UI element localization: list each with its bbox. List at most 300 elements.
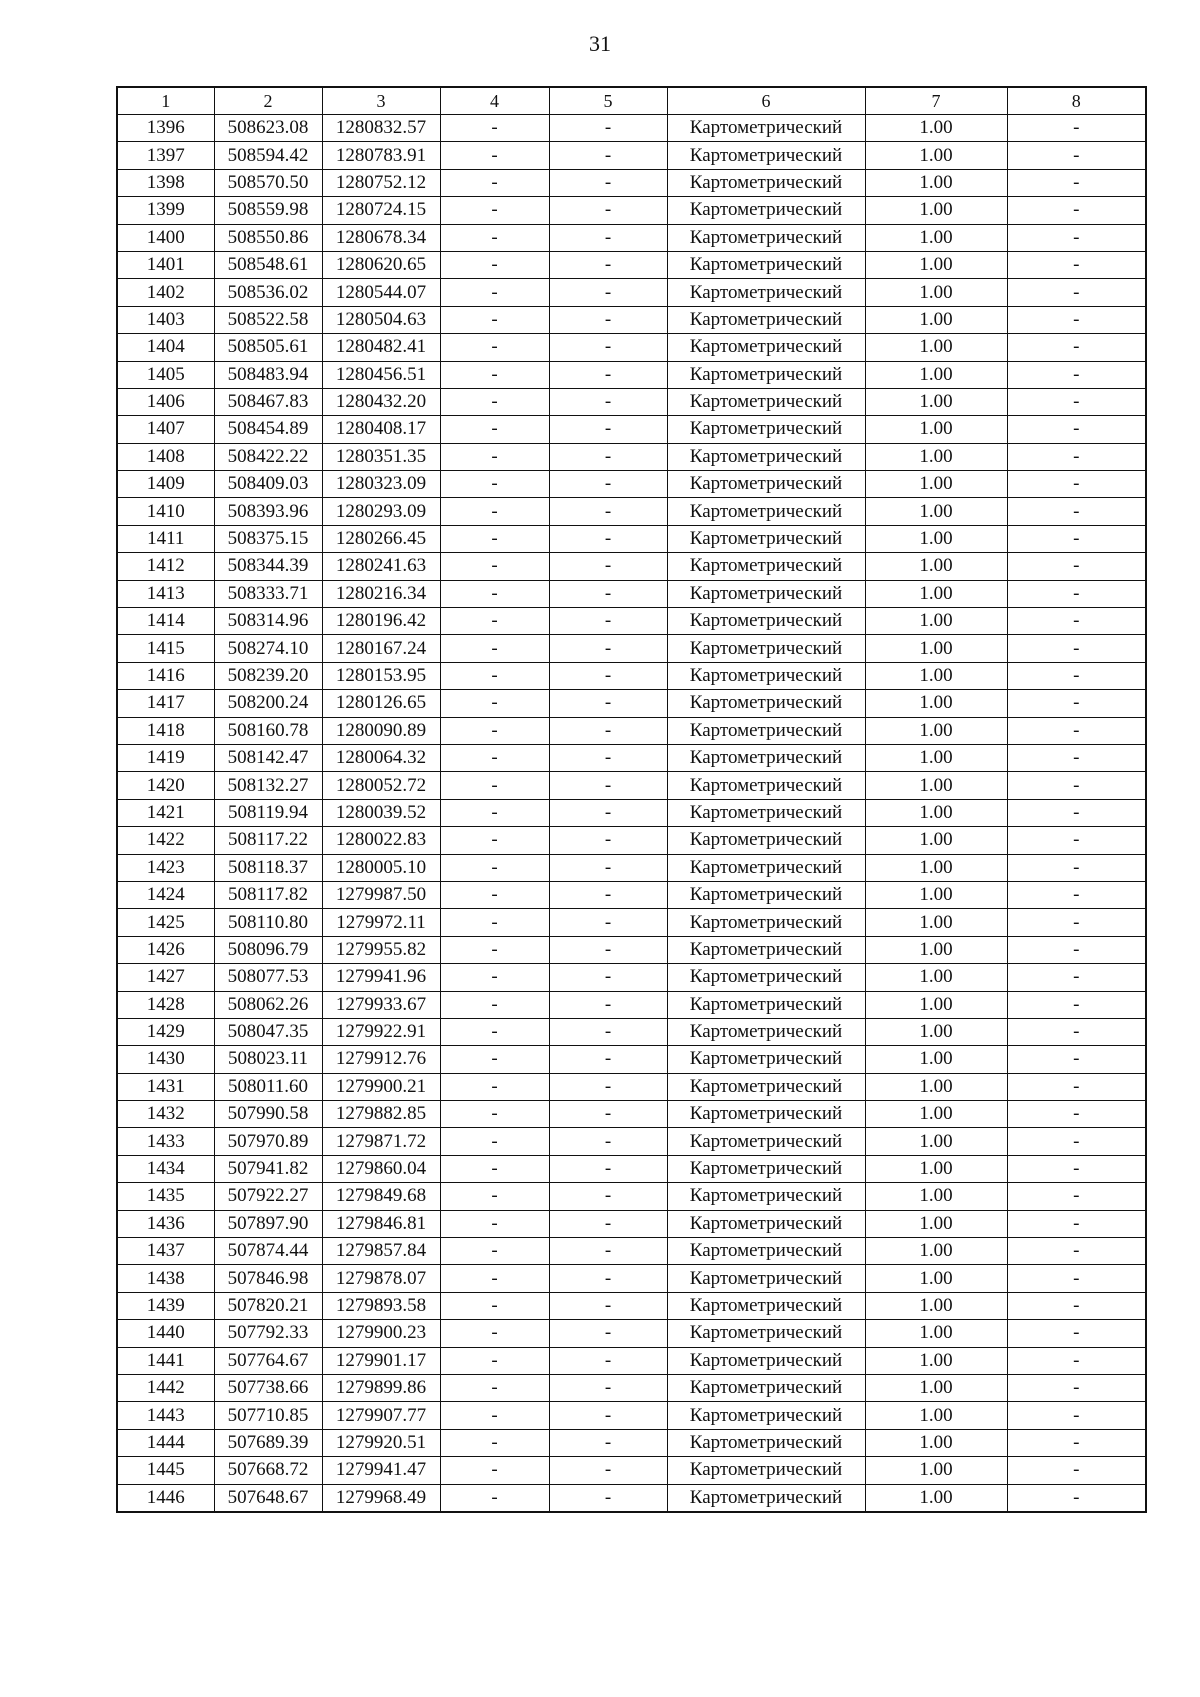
cell-accuracy: 1.00 — [865, 443, 1007, 470]
cell-col-4: - — [440, 1265, 549, 1292]
cell-coord-x: 508623.08 — [214, 115, 322, 142]
cell-method: Картометрический — [667, 909, 865, 936]
table-row — [117, 169, 1146, 196]
cell-col-8: - — [1007, 1374, 1146, 1401]
cell-coord-x: 507922.27 — [214, 1183, 322, 1210]
cell-method: Картометрический — [667, 964, 865, 991]
cell-accuracy: 1.00 — [865, 799, 1007, 826]
table-row — [117, 1292, 1146, 1319]
cell-point-number: 1408 — [117, 443, 214, 470]
cell-coord-y: 1279846.81 — [322, 1210, 440, 1237]
cell-accuracy: 1.00 — [865, 1238, 1007, 1265]
cell-col-8: - — [1007, 1265, 1146, 1292]
cell-method: Картометрический — [667, 1046, 865, 1073]
cell-coord-x: 508096.79 — [214, 936, 322, 963]
cell-col-8: - — [1007, 361, 1146, 388]
cell-coord-y: 1279920.51 — [322, 1429, 440, 1456]
cell-col-5: - — [549, 279, 667, 306]
cell-col-8: - — [1007, 662, 1146, 689]
cell-coord-x: 508550.86 — [214, 224, 322, 251]
cell-col-4: - — [440, 1320, 549, 1347]
cell-accuracy: 1.00 — [865, 525, 1007, 552]
cell-col-4: - — [440, 608, 549, 635]
cell-col-4: - — [440, 854, 549, 881]
table-row — [117, 690, 1146, 717]
table-row — [117, 1374, 1146, 1401]
cell-col-8: - — [1007, 827, 1146, 854]
cell-coord-x: 508314.96 — [214, 608, 322, 635]
cell-col-8: - — [1007, 169, 1146, 196]
cell-col-4: - — [440, 1018, 549, 1045]
table-row — [117, 744, 1146, 771]
cell-col-4: - — [440, 635, 549, 662]
cell-col-4: - — [440, 416, 549, 443]
cell-col-4: - — [440, 1457, 549, 1484]
cell-method: Картометрический — [667, 717, 865, 744]
cell-point-number: 1419 — [117, 744, 214, 771]
header-cell-6: 6 — [667, 87, 865, 115]
cell-col-8: - — [1007, 1046, 1146, 1073]
cell-accuracy: 1.00 — [865, 635, 1007, 662]
cell-coord-x: 508536.02 — [214, 279, 322, 306]
header-cell-4: 4 — [440, 87, 549, 115]
cell-point-number: 1431 — [117, 1073, 214, 1100]
cell-method: Картометрический — [667, 991, 865, 1018]
table-row — [117, 251, 1146, 278]
cell-point-number: 1445 — [117, 1457, 214, 1484]
cell-col-8: - — [1007, 1457, 1146, 1484]
cell-col-5: - — [549, 471, 667, 498]
cell-accuracy: 1.00 — [865, 1347, 1007, 1374]
cell-method: Картометрический — [667, 1101, 865, 1128]
cell-col-4: - — [440, 306, 549, 333]
cell-coord-x: 508274.10 — [214, 635, 322, 662]
cell-method: Картометрический — [667, 881, 865, 908]
cell-col-5: - — [549, 1210, 667, 1237]
cell-col-8: - — [1007, 608, 1146, 635]
cell-point-number: 1410 — [117, 498, 214, 525]
cell-coord-y: 1280678.34 — [322, 224, 440, 251]
cell-col-4: - — [440, 443, 549, 470]
cell-point-number: 1442 — [117, 1374, 214, 1401]
cell-col-4: - — [440, 1046, 549, 1073]
cell-method: Картометрический — [667, 224, 865, 251]
cell-accuracy: 1.00 — [865, 498, 1007, 525]
cell-method: Картометрический — [667, 306, 865, 333]
cell-point-number: 1420 — [117, 772, 214, 799]
cell-coord-x: 508570.50 — [214, 169, 322, 196]
cell-method: Картометрический — [667, 799, 865, 826]
cell-col-8: - — [1007, 525, 1146, 552]
cell-accuracy: 1.00 — [865, 416, 1007, 443]
cell-point-number: 1425 — [117, 909, 214, 936]
cell-coord-y: 1279878.07 — [322, 1265, 440, 1292]
header-row — [117, 87, 1146, 115]
cell-point-number: 1440 — [117, 1320, 214, 1347]
cell-col-4: - — [440, 553, 549, 580]
cell-accuracy: 1.00 — [865, 717, 1007, 744]
cell-col-4: - — [440, 388, 549, 415]
cell-method: Картометрический — [667, 744, 865, 771]
cell-coord-y: 1280323.09 — [322, 471, 440, 498]
cell-coord-x: 507820.21 — [214, 1292, 322, 1319]
cell-col-5: - — [549, 142, 667, 169]
cell-point-number: 1399 — [117, 197, 214, 224]
cell-coord-x: 507897.90 — [214, 1210, 322, 1237]
cell-coord-y: 1279871.72 — [322, 1128, 440, 1155]
cell-col-4: - — [440, 1210, 549, 1237]
cell-coord-x: 508483.94 — [214, 361, 322, 388]
table-row — [117, 1429, 1146, 1456]
cell-col-5: - — [549, 854, 667, 881]
cell-col-4: - — [440, 1073, 549, 1100]
cell-coord-x: 508110.80 — [214, 909, 322, 936]
cell-col-8: - — [1007, 443, 1146, 470]
cell-col-4: - — [440, 799, 549, 826]
cell-col-5: - — [549, 744, 667, 771]
cell-coord-y: 1280064.32 — [322, 744, 440, 771]
cell-point-number: 1427 — [117, 964, 214, 991]
cell-coord-x: 508559.98 — [214, 197, 322, 224]
table-row — [117, 1073, 1146, 1100]
table-header — [117, 87, 1146, 115]
cell-point-number: 1414 — [117, 608, 214, 635]
cell-coord-x: 508344.39 — [214, 553, 322, 580]
cell-point-number: 1444 — [117, 1429, 214, 1456]
cell-coord-y: 1279933.67 — [322, 991, 440, 1018]
cell-accuracy: 1.00 — [865, 224, 1007, 251]
cell-col-4: - — [440, 1402, 549, 1429]
table-row — [117, 416, 1146, 443]
cell-method: Картометрический — [667, 416, 865, 443]
cell-col-5: - — [549, 306, 667, 333]
cell-accuracy: 1.00 — [865, 1402, 1007, 1429]
cell-point-number: 1413 — [117, 580, 214, 607]
cell-col-5: - — [549, 224, 667, 251]
table-row — [117, 662, 1146, 689]
cell-col-4: - — [440, 936, 549, 963]
cell-accuracy: 1.00 — [865, 169, 1007, 196]
cell-col-5: - — [549, 827, 667, 854]
cell-col-4: - — [440, 279, 549, 306]
cell-coord-y: 1280783.91 — [322, 142, 440, 169]
cell-coord-x: 507792.33 — [214, 1320, 322, 1347]
header-cell-8: 8 — [1007, 87, 1146, 115]
cell-col-4: - — [440, 169, 549, 196]
cell-col-4: - — [440, 662, 549, 689]
cell-col-8: - — [1007, 251, 1146, 278]
cell-col-8: - — [1007, 1429, 1146, 1456]
cell-method: Картометрический — [667, 1265, 865, 1292]
table-row — [117, 1046, 1146, 1073]
table-row — [117, 443, 1146, 470]
cell-point-number: 1423 — [117, 854, 214, 881]
cell-col-5: - — [549, 799, 667, 826]
cell-coord-y: 1280456.51 — [322, 361, 440, 388]
cell-coord-y: 1279849.68 — [322, 1183, 440, 1210]
cell-coord-y: 1280504.63 — [322, 306, 440, 333]
cell-col-5: - — [549, 881, 667, 908]
cell-method: Картометрический — [667, 443, 865, 470]
table-row — [117, 1128, 1146, 1155]
cell-coord-y: 1280752.12 — [322, 169, 440, 196]
table-row — [117, 580, 1146, 607]
cell-coord-y: 1280090.89 — [322, 717, 440, 744]
cell-point-number: 1412 — [117, 553, 214, 580]
cell-coord-y: 1280620.65 — [322, 251, 440, 278]
cell-coord-x: 508117.82 — [214, 881, 322, 908]
cell-coord-x: 507970.89 — [214, 1128, 322, 1155]
cell-point-number: 1403 — [117, 306, 214, 333]
table-row — [117, 1320, 1146, 1347]
cell-accuracy: 1.00 — [865, 580, 1007, 607]
cell-col-5: - — [549, 525, 667, 552]
cell-col-4: - — [440, 471, 549, 498]
cell-col-8: - — [1007, 964, 1146, 991]
cell-coord-y: 1280724.15 — [322, 197, 440, 224]
cell-point-number: 1400 — [117, 224, 214, 251]
cell-coord-y: 1279972.11 — [322, 909, 440, 936]
cell-coord-y: 1280293.09 — [322, 498, 440, 525]
cell-method: Картометрический — [667, 1210, 865, 1237]
cell-point-number: 1398 — [117, 169, 214, 196]
cell-col-5: - — [549, 1402, 667, 1429]
cell-method: Картометрический — [667, 608, 865, 635]
cell-method: Картометрический — [667, 279, 865, 306]
cell-point-number: 1409 — [117, 471, 214, 498]
cell-col-8: - — [1007, 772, 1146, 799]
cell-accuracy: 1.00 — [865, 1265, 1007, 1292]
cell-col-5: - — [549, 1484, 667, 1512]
table-row — [117, 1402, 1146, 1429]
cell-coord-y: 1280153.95 — [322, 662, 440, 689]
cell-accuracy: 1.00 — [865, 553, 1007, 580]
cell-col-8: - — [1007, 1347, 1146, 1374]
table-row — [117, 197, 1146, 224]
cell-method: Картометрический — [667, 471, 865, 498]
cell-col-8: - — [1007, 1238, 1146, 1265]
cell-col-5: - — [549, 498, 667, 525]
cell-col-4: - — [440, 1155, 549, 1182]
cell-accuracy: 1.00 — [865, 1018, 1007, 1045]
cell-accuracy: 1.00 — [865, 1457, 1007, 1484]
cell-method: Картометрический — [667, 1073, 865, 1100]
cell-coord-y: 1279907.77 — [322, 1402, 440, 1429]
cell-accuracy: 1.00 — [865, 334, 1007, 361]
cell-col-4: - — [440, 580, 549, 607]
coordinates-table — [116, 86, 1147, 1513]
cell-point-number: 1406 — [117, 388, 214, 415]
cell-col-8: - — [1007, 1210, 1146, 1237]
cell-point-number: 1402 — [117, 279, 214, 306]
cell-method: Картометрический — [667, 334, 865, 361]
cell-coord-y: 1280005.10 — [322, 854, 440, 881]
cell-point-number: 1397 — [117, 142, 214, 169]
cell-coord-x: 508023.11 — [214, 1046, 322, 1073]
table-row — [117, 306, 1146, 333]
cell-coord-x: 508548.61 — [214, 251, 322, 278]
cell-method: Картометрический — [667, 1402, 865, 1429]
cell-accuracy: 1.00 — [865, 690, 1007, 717]
cell-accuracy: 1.00 — [865, 1484, 1007, 1512]
header-cell-3: 3 — [322, 87, 440, 115]
cell-coord-y: 1280196.42 — [322, 608, 440, 635]
table-row — [117, 772, 1146, 799]
cell-col-8: - — [1007, 635, 1146, 662]
cell-accuracy: 1.00 — [865, 1073, 1007, 1100]
cell-accuracy: 1.00 — [865, 388, 1007, 415]
cell-coord-x: 508132.27 — [214, 772, 322, 799]
table-row — [117, 1238, 1146, 1265]
cell-col-5: - — [549, 416, 667, 443]
cell-coord-x: 507990.58 — [214, 1101, 322, 1128]
cell-coord-y: 1279860.04 — [322, 1155, 440, 1182]
table-row — [117, 799, 1146, 826]
cell-col-5: - — [549, 1429, 667, 1456]
cell-col-5: - — [549, 1018, 667, 1045]
cell-coord-y: 1279899.86 — [322, 1374, 440, 1401]
cell-col-8: - — [1007, 799, 1146, 826]
cell-col-5: - — [549, 991, 667, 1018]
cell-method: Картометрический — [667, 827, 865, 854]
cell-coord-y: 1280351.35 — [322, 443, 440, 470]
cell-method: Картометрический — [667, 197, 865, 224]
cell-col-5: - — [549, 608, 667, 635]
cell-accuracy: 1.00 — [865, 361, 1007, 388]
cell-col-4: - — [440, 525, 549, 552]
cell-col-8: - — [1007, 1292, 1146, 1319]
cell-coord-x: 508239.20 — [214, 662, 322, 689]
table-row — [117, 525, 1146, 552]
table-row — [117, 1484, 1146, 1512]
cell-method: Картометрический — [667, 169, 865, 196]
cell-accuracy: 1.00 — [865, 991, 1007, 1018]
cell-coord-y: 1279901.17 — [322, 1347, 440, 1374]
cell-col-5: - — [549, 717, 667, 744]
cell-method: Картометрический — [667, 361, 865, 388]
cell-point-number: 1426 — [117, 936, 214, 963]
table-row — [117, 498, 1146, 525]
table-row — [117, 471, 1146, 498]
cell-coord-x: 508522.58 — [214, 306, 322, 333]
cell-col-5: - — [549, 964, 667, 991]
cell-point-number: 1428 — [117, 991, 214, 1018]
cell-col-5: - — [549, 388, 667, 415]
cell-method: Картометрический — [667, 498, 865, 525]
cell-point-number: 1439 — [117, 1292, 214, 1319]
cell-col-5: - — [549, 1101, 667, 1128]
cell-point-number: 1441 — [117, 1347, 214, 1374]
cell-accuracy: 1.00 — [865, 854, 1007, 881]
cell-coord-x: 508505.61 — [214, 334, 322, 361]
cell-accuracy: 1.00 — [865, 744, 1007, 771]
table-row — [117, 224, 1146, 251]
cell-col-8: - — [1007, 881, 1146, 908]
cell-col-4: - — [440, 1128, 549, 1155]
cell-col-5: - — [549, 1457, 667, 1484]
cell-coord-x: 507764.67 — [214, 1347, 322, 1374]
cell-method: Картометрический — [667, 662, 865, 689]
cell-point-number: 1446 — [117, 1484, 214, 1512]
cell-col-8: - — [1007, 553, 1146, 580]
cell-col-8: - — [1007, 717, 1146, 744]
cell-col-5: - — [549, 553, 667, 580]
cell-col-8: - — [1007, 1183, 1146, 1210]
table-row — [117, 635, 1146, 662]
cell-accuracy: 1.00 — [865, 142, 1007, 169]
table-row — [117, 388, 1146, 415]
cell-col-4: - — [440, 498, 549, 525]
cell-coord-x: 507846.98 — [214, 1265, 322, 1292]
cell-col-8: - — [1007, 306, 1146, 333]
cell-col-4: - — [440, 881, 549, 908]
cell-coord-y: 1280408.17 — [322, 416, 440, 443]
cell-point-number: 1429 — [117, 1018, 214, 1045]
cell-col-8: - — [1007, 909, 1146, 936]
cell-col-8: - — [1007, 1128, 1146, 1155]
cell-col-5: - — [549, 115, 667, 142]
table-row — [117, 279, 1146, 306]
table-row — [117, 142, 1146, 169]
cell-col-5: - — [549, 251, 667, 278]
cell-col-8: - — [1007, 744, 1146, 771]
cell-coord-y: 1280167.24 — [322, 635, 440, 662]
cell-coord-y: 1280482.41 — [322, 334, 440, 361]
cell-point-number: 1436 — [117, 1210, 214, 1237]
table-row — [117, 1457, 1146, 1484]
cell-col-5: - — [549, 361, 667, 388]
table-row — [117, 881, 1146, 908]
cell-coord-x: 508422.22 — [214, 443, 322, 470]
cell-col-5: - — [549, 334, 667, 361]
cell-col-5: - — [549, 1347, 667, 1374]
cell-coord-x: 508117.22 — [214, 827, 322, 854]
cell-accuracy: 1.00 — [865, 1374, 1007, 1401]
cell-coord-y: 1279968.49 — [322, 1484, 440, 1512]
cell-point-number: 1421 — [117, 799, 214, 826]
cell-accuracy: 1.00 — [865, 772, 1007, 799]
cell-col-5: - — [549, 936, 667, 963]
cell-col-5: - — [549, 580, 667, 607]
cell-point-number: 1407 — [117, 416, 214, 443]
cell-accuracy: 1.00 — [865, 279, 1007, 306]
cell-col-8: - — [1007, 1101, 1146, 1128]
table-row — [117, 115, 1146, 142]
cell-point-number: 1424 — [117, 881, 214, 908]
cell-coord-x: 508160.78 — [214, 717, 322, 744]
cell-method: Картометрический — [667, 388, 865, 415]
cell-col-5: - — [549, 635, 667, 662]
table-row — [117, 1155, 1146, 1182]
cell-col-5: - — [549, 909, 667, 936]
cell-col-5: - — [549, 197, 667, 224]
cell-col-8: - — [1007, 854, 1146, 881]
cell-coord-y: 1279857.84 — [322, 1238, 440, 1265]
cell-point-number: 1418 — [117, 717, 214, 744]
cell-point-number: 1405 — [117, 361, 214, 388]
cell-col-8: - — [1007, 224, 1146, 251]
cell-accuracy: 1.00 — [865, 1292, 1007, 1319]
cell-accuracy: 1.00 — [865, 306, 1007, 333]
table-row — [117, 717, 1146, 744]
cell-col-4: - — [440, 772, 549, 799]
table-row — [117, 1101, 1146, 1128]
cell-coord-y: 1279912.76 — [322, 1046, 440, 1073]
cell-accuracy: 1.00 — [865, 1101, 1007, 1128]
table-row — [117, 1347, 1146, 1374]
cell-col-4: - — [440, 1101, 549, 1128]
cell-coord-x: 508119.94 — [214, 799, 322, 826]
